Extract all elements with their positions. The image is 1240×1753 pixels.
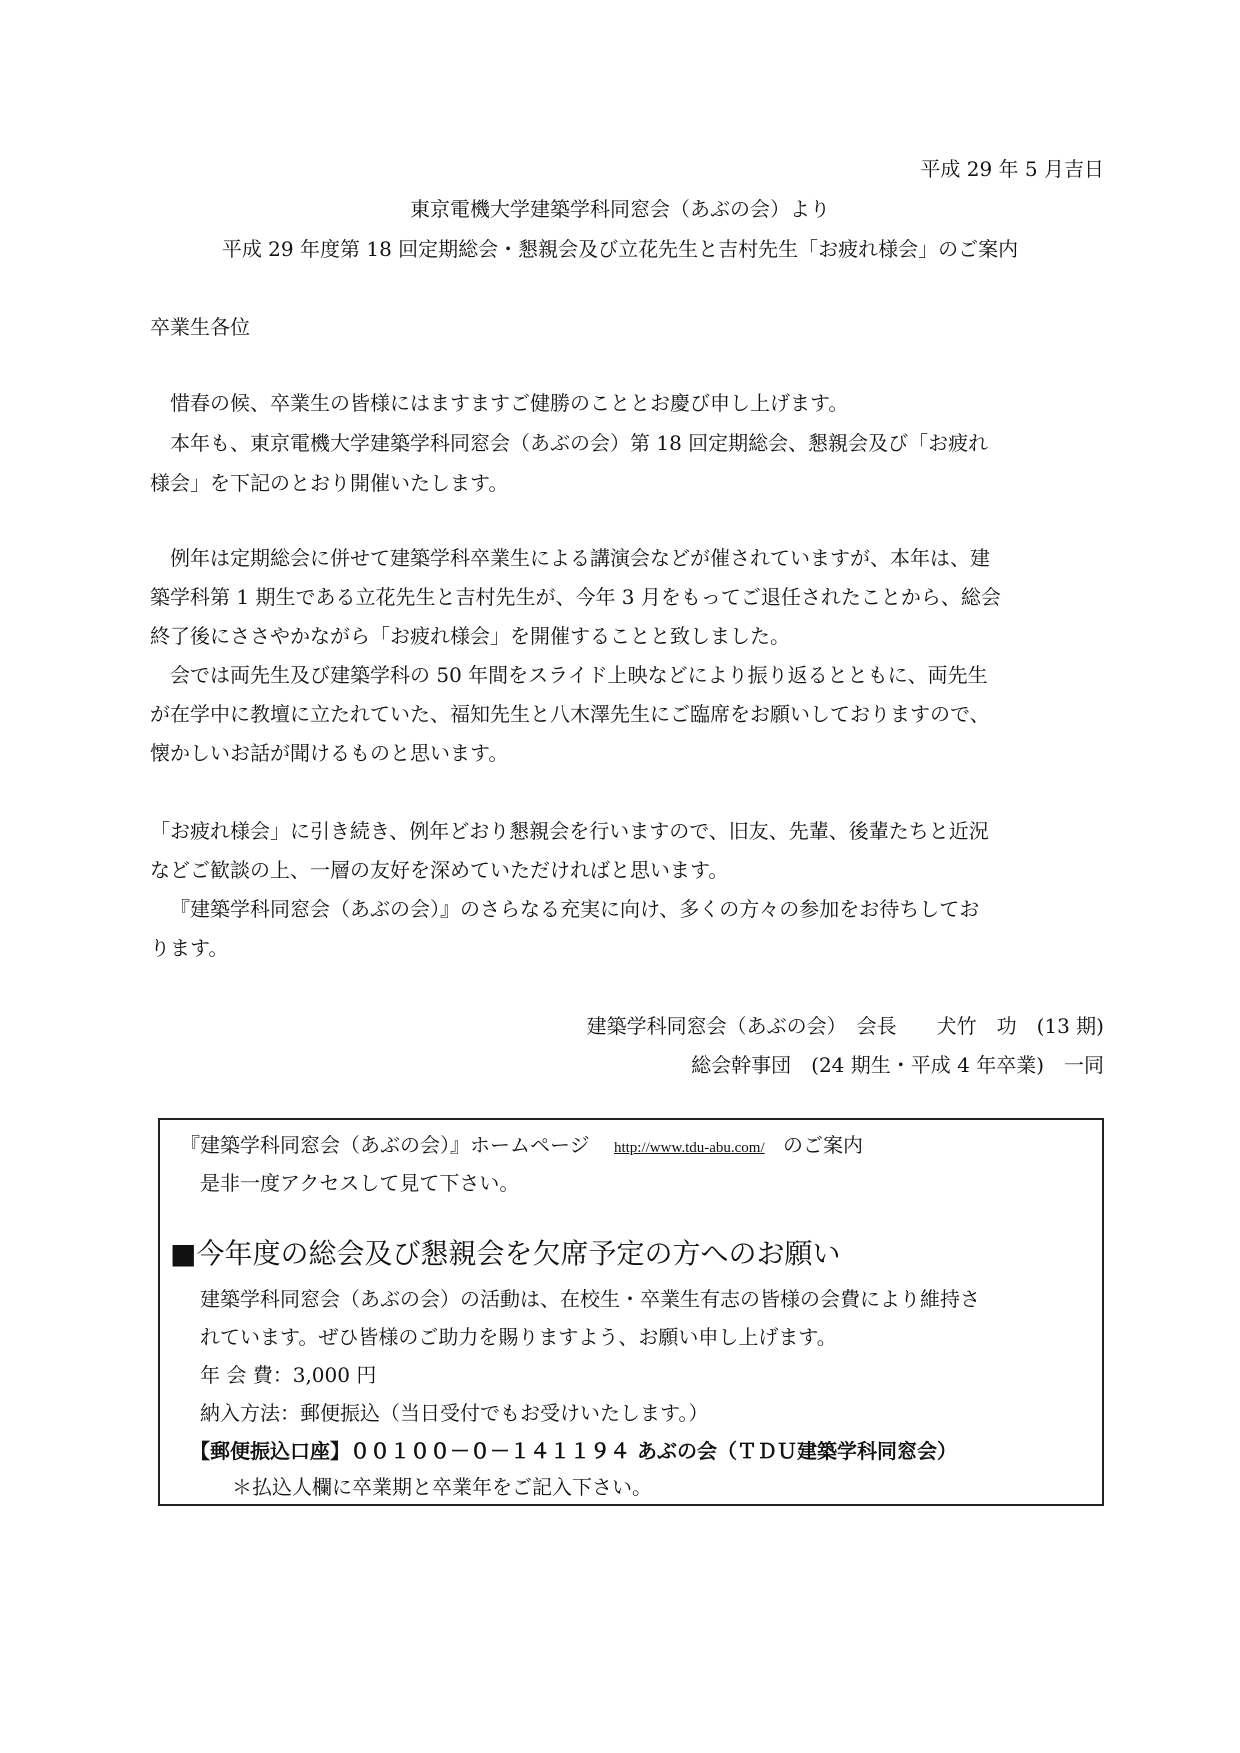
body-p3-line3: 懐かしいお話が聞けるものと思います。: [150, 741, 509, 765]
body-p3-line1: 会では両先生及び建築学科の 50 年間をスライド上映などにより振り返るとともに、両先生: [170, 663, 988, 687]
homepage-notice: [180, 1132, 863, 1161]
body-p1-line1: 惜春の候、卒業生の皆様にはますますご健勝のこととお慶び申し上げます。: [170, 391, 849, 415]
letter-subject: 平成 29 年度第 18 回定期総会・懇親会及び立花先生と吉村先生「お疲れ様会」のご案内: [221, 237, 1019, 261]
absence-text-line2: れています。ぜひ皆様のご助力を賜りますよう、お願い申し上げます。: [200, 1325, 837, 1349]
homepage-suffix: のご案内: [783, 1133, 864, 1157]
body-p4-line1: 「お疲れ様会」に引き続き、例年どおり懇親会を行いますので、旧友、先輩、後輩たちと近況: [150, 819, 989, 843]
body-p5-line2: ります。: [150, 936, 229, 960]
notice-box: [158, 1118, 1104, 1506]
homepage-link[interactable]: http://www.tdu-abu.com/: [613, 1140, 765, 1156]
body-p4-line2: などご歓談の上、一層の友好を深めていただければと思います。: [150, 858, 729, 882]
body-p2-line2: 築学科第 1 期生である立花先生と吉村先生が、今年 3 月をもってご退任されたことから、総会: [150, 585, 1001, 609]
signature-chair: 建築学科同窓会（あぶの会） 会長 犬竹 功 (13 期): [586, 1014, 1104, 1038]
body-p1-line3: 様会」を下記のとおり開催いたします。: [150, 471, 509, 495]
body-p3-line2: が在学中に教壇に立たれていた、福知先生と八木澤先生にご臨席をお願いしておりますので、: [150, 702, 990, 726]
signature-committee: 総会幹事団 (24 期生・平成 4 年卒業) 一同: [691, 1053, 1104, 1077]
annual-fee: 年 会 費：3,000 円: [200, 1363, 377, 1387]
body-p1-line2: 本年も、東京電機大学建築学科同窓会（あぶの会）第 18 回定期総会、懇親会及び「お疲れ: [170, 431, 989, 455]
body-p2-line3: 終了後にささやかながら「お疲れ様会」を開催することと致しました。: [150, 624, 790, 648]
postal-account: 【郵便振込口座】００１００－０－１４１１９４ あぶの会（ＴＤＵ建築学科同窓会）: [190, 1439, 957, 1463]
absence-text-line1: 建築学科同窓会（あぶの会）の活動は、在校生・卒業生有志の皆様の会費により維持さ: [200, 1287, 980, 1311]
letter-from: 東京電機大学建築学科同窓会（あぶの会）より: [410, 197, 830, 221]
body-p2-line1: 例年は定期総会に併せて建築学科卒業生による講演会などが催されていますが、本年は、建: [170, 546, 990, 570]
homepage-sub: 是非一度アクセスして見て下さい。: [200, 1171, 520, 1195]
payment-method: 納入方法：郵便振込（当日受付でもお受けいたします。）: [200, 1401, 709, 1425]
absence-heading: ■今年度の総会及び懇親会を欠席予定の方へのお願い: [170, 1237, 841, 1270]
homepage-prefix: 『建築学科同窓会（あぶの会）』ホームページ: [180, 1133, 590, 1157]
payment-note: ＊払込人欄に卒業期と卒業年をご記入下さい。: [232, 1475, 652, 1499]
salutation: 卒業生各位: [150, 315, 250, 339]
letter-date: 平成 29 年 5 月吉日: [920, 157, 1104, 181]
body-p5-line1: 『建築学科同窓会（あぶの会）』のさらなる充実に向け、多くの方々の参加をお待ちしてお: [170, 897, 980, 921]
